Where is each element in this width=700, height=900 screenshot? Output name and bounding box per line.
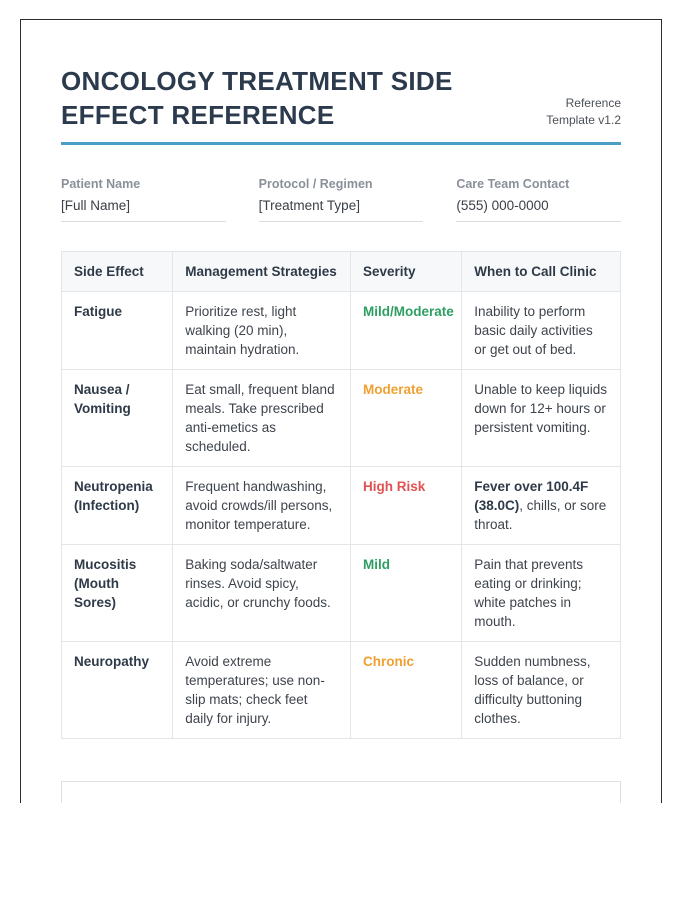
table-row-neuropathy: [62, 642, 621, 739]
header-severity: Severity: [350, 252, 461, 292]
field-patient-name: [61, 177, 226, 222]
side-effect-name: Nausea / Vomiting: [62, 370, 173, 467]
table-row-mucositis: [62, 545, 621, 642]
when-to-call-rest: , chills, or sore throat.: [474, 498, 607, 532]
patient-name-value[interactable]: [Full Name]: [61, 198, 226, 222]
when-to-call-rest: Inability to perform basic daily activities or get out of bed.: [474, 304, 593, 357]
document-header: [61, 64, 621, 132]
management-text: Prioritize rest, light walking (20 min), maintain hydration.: [173, 292, 351, 370]
management-text: Eat small, frequent bland meals. Take prescribed anti-emetics as scheduled.: [173, 370, 351, 467]
table-header-row: [62, 252, 621, 292]
severity-label: Mild: [350, 545, 461, 642]
when-to-call-text: [462, 545, 621, 642]
management-text: Avoid extreme temperatures; use non-slip mats; check feet daily for injury.: [173, 642, 351, 739]
management-text: Baking soda/saltwater rinses. Avoid spicy, acidic, or crunchy foods.: [173, 545, 351, 642]
when-to-call-text: [462, 467, 621, 545]
title-divider: [61, 142, 621, 145]
side-effect-name: Mucositis (Mouth Sores): [62, 545, 173, 642]
when-to-call-text: [462, 370, 621, 467]
table-row-nausea-vomiting: [62, 370, 621, 467]
doc-version-line1: Reference: [565, 96, 621, 110]
severity-label: High Risk: [350, 467, 461, 545]
side-effect-name: Fatigue: [62, 292, 173, 370]
page-title: ONCOLOGY TREATMENT SIDE EFFECT REFERENCE: [61, 66, 453, 130]
when-to-call-text: [462, 642, 621, 739]
protocol-regimen-value[interactable]: [Treatment Type]: [259, 198, 424, 222]
header-when-to-call: When to Call Clinic: [462, 252, 621, 292]
side-effect-name: Neutropenia (Infection): [62, 467, 173, 545]
table-row-fatigue: [62, 292, 621, 370]
care-team-contact-value[interactable]: (555) 000-0000: [456, 198, 621, 222]
notes-box: [61, 781, 621, 803]
when-to-call-rest: Pain that prevents eating or drinking; white patches in mouth.: [474, 557, 584, 629]
care-team-contact-label: Care Team Contact: [456, 177, 570, 191]
when-to-call-text: [462, 292, 621, 370]
document-page: [20, 19, 662, 803]
patient-name-label: Patient Name: [61, 177, 141, 191]
when-to-call-bold: Fever over 100.4F (38.0C): [474, 479, 589, 513]
doc-version-line2: Template v1.2: [546, 113, 621, 127]
when-to-call-rest: Sudden numbness, loss of balance, or difficulty buttoning clothes.: [474, 654, 591, 726]
patient-info-fields: [61, 177, 621, 222]
side-effect-name: Neuropathy: [62, 642, 173, 739]
table-row-neutropenia: [62, 467, 621, 545]
side-effects-table: [61, 251, 621, 739]
doc-version: [546, 95, 621, 129]
severity-label: Chronic: [350, 642, 461, 739]
field-protocol-regimen: [259, 177, 424, 222]
management-text: Frequent handwashing, avoid crowds/ill persons, monitor temperature.: [173, 467, 351, 545]
when-to-call-rest: Unable to keep liquids down for 12+ hours or persistent vomiting.: [474, 382, 608, 435]
field-care-team-contact: [456, 177, 621, 222]
header-management-strategies: Management Strategies: [173, 252, 351, 292]
header-side-effect: Side Effect: [62, 252, 173, 292]
severity-label: Mild/Moderate: [350, 292, 461, 370]
severity-label: Moderate: [350, 370, 461, 467]
protocol-regimen-label: Protocol / Regimen: [258, 177, 373, 191]
